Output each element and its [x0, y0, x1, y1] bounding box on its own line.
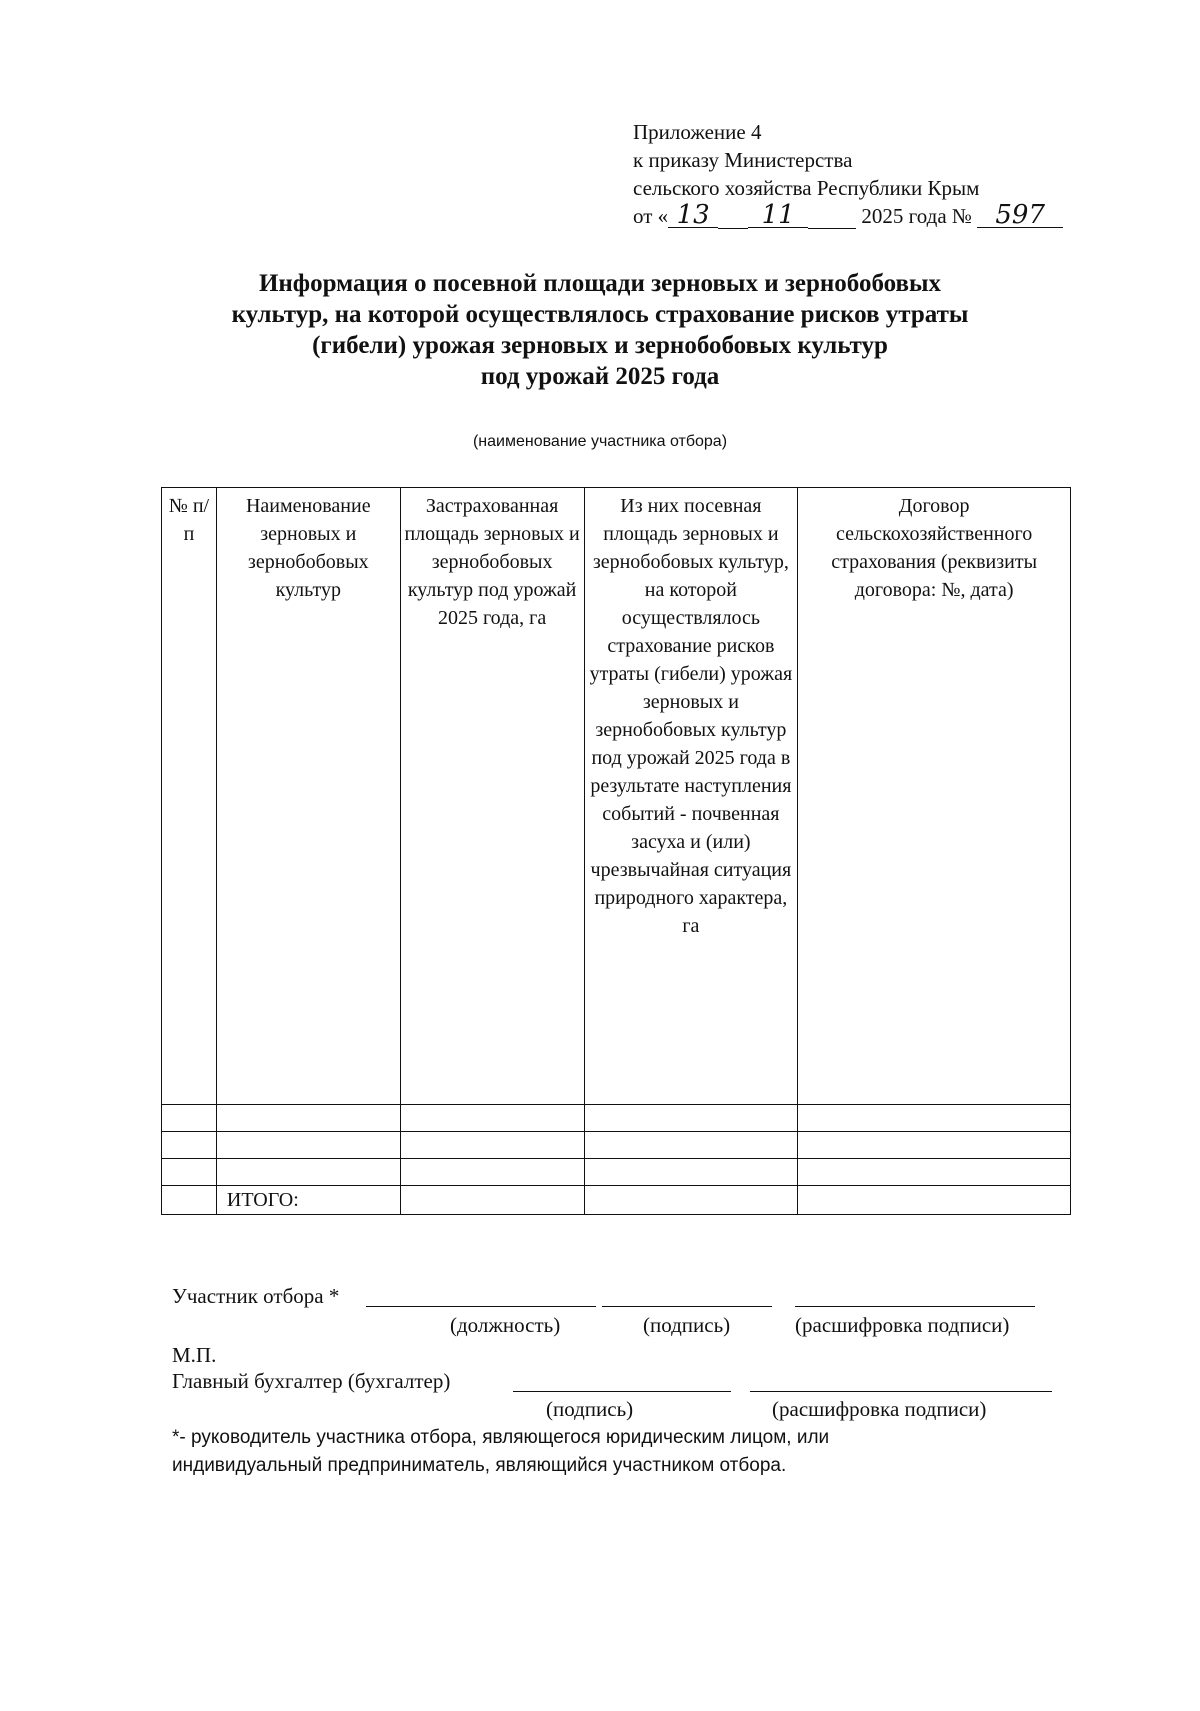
table-row [162, 1105, 1071, 1132]
stamp-mark: М.П. [172, 1343, 217, 1367]
appendix-order: к приказу Министерства [633, 148, 853, 172]
total-label: ИТОГО: [216, 1186, 400, 1215]
data-table [161, 487, 1071, 1215]
header-contract: Договор сельскохозяйственного страхования (реквизиты договора: №, дата) [798, 488, 1071, 1105]
footnote-line-1: *- руководитель участника отбора, являющегося юридическим лицом, или [172, 1427, 830, 1448]
table-row [162, 1132, 1071, 1159]
signature-line [602, 1306, 772, 1307]
decoding-caption: (расшифровка подписи) [795, 1313, 1010, 1337]
title-line-2: культур, на которой осуществлялось страхование рисков утраты [231, 301, 969, 328]
participant-name-caption: (наименование участника отбора) [472, 433, 728, 450]
document-title [150, 268, 1050, 392]
decoding-line [795, 1306, 1035, 1307]
header-crop-name: Наименование зерновых и зернобобовых культур [216, 488, 400, 1105]
header-insured-area: Застрахованная площадь зерновых и зернобобовых культур под урожай 2025 года, га [400, 488, 584, 1105]
accountant-decoding-line [750, 1391, 1052, 1392]
appendix-ministry: сельского хозяйства Республики Крым [633, 176, 980, 200]
position-caption: (должность) [450, 1313, 561, 1337]
header-number: № п/п [162, 488, 217, 1105]
order-number: 597 [977, 203, 1063, 228]
date-year: 2025 года № [861, 204, 972, 228]
footnote [172, 1424, 1072, 1480]
appendix-block [633, 118, 1063, 230]
accountant-signature-line [513, 1391, 731, 1392]
date-month: 11 [748, 203, 808, 228]
date-prefix: от « [633, 204, 669, 228]
header-sown-area: Из них посевная площадь зерновых и зернобобовых культур, на которой осуществлялось страхование рисков утраты (гибели) урожая зерновых и зернобобовых культур под урожай 2025 года в результате наступления событий - почвенная засуха и (или) чрезвычайная ситуация природного характера, га [584, 488, 798, 1105]
appendix-date-line [633, 202, 1063, 230]
title-line-1: Информация о посевной площади зерновых и зернобобовых [258, 270, 942, 297]
signature-caption: (подпись) [643, 1313, 731, 1337]
accountant-signature-caption: (подпись) [546, 1397, 634, 1421]
footnote-line-2: индивидуальный предприниматель, являющийся участником отбора. [172, 1455, 787, 1476]
accountant-decoding-caption: (расшифровка подписи) [772, 1397, 987, 1421]
table-row [162, 1159, 1071, 1186]
appendix-title: Приложение 4 [633, 120, 762, 144]
table-header-row [162, 488, 1071, 1105]
table-total-row [162, 1186, 1071, 1215]
accountant-label: Главный бухгалтер (бухгалтер) [172, 1369, 451, 1393]
title-line-4: под урожай 2025 года [480, 363, 720, 390]
participant-label: Участник отбора * [172, 1284, 340, 1308]
title-line-3: (гибели) урожая зерновых и зернобобовых культур [312, 332, 888, 359]
position-line [366, 1306, 596, 1307]
date-day: 13 [668, 203, 718, 228]
